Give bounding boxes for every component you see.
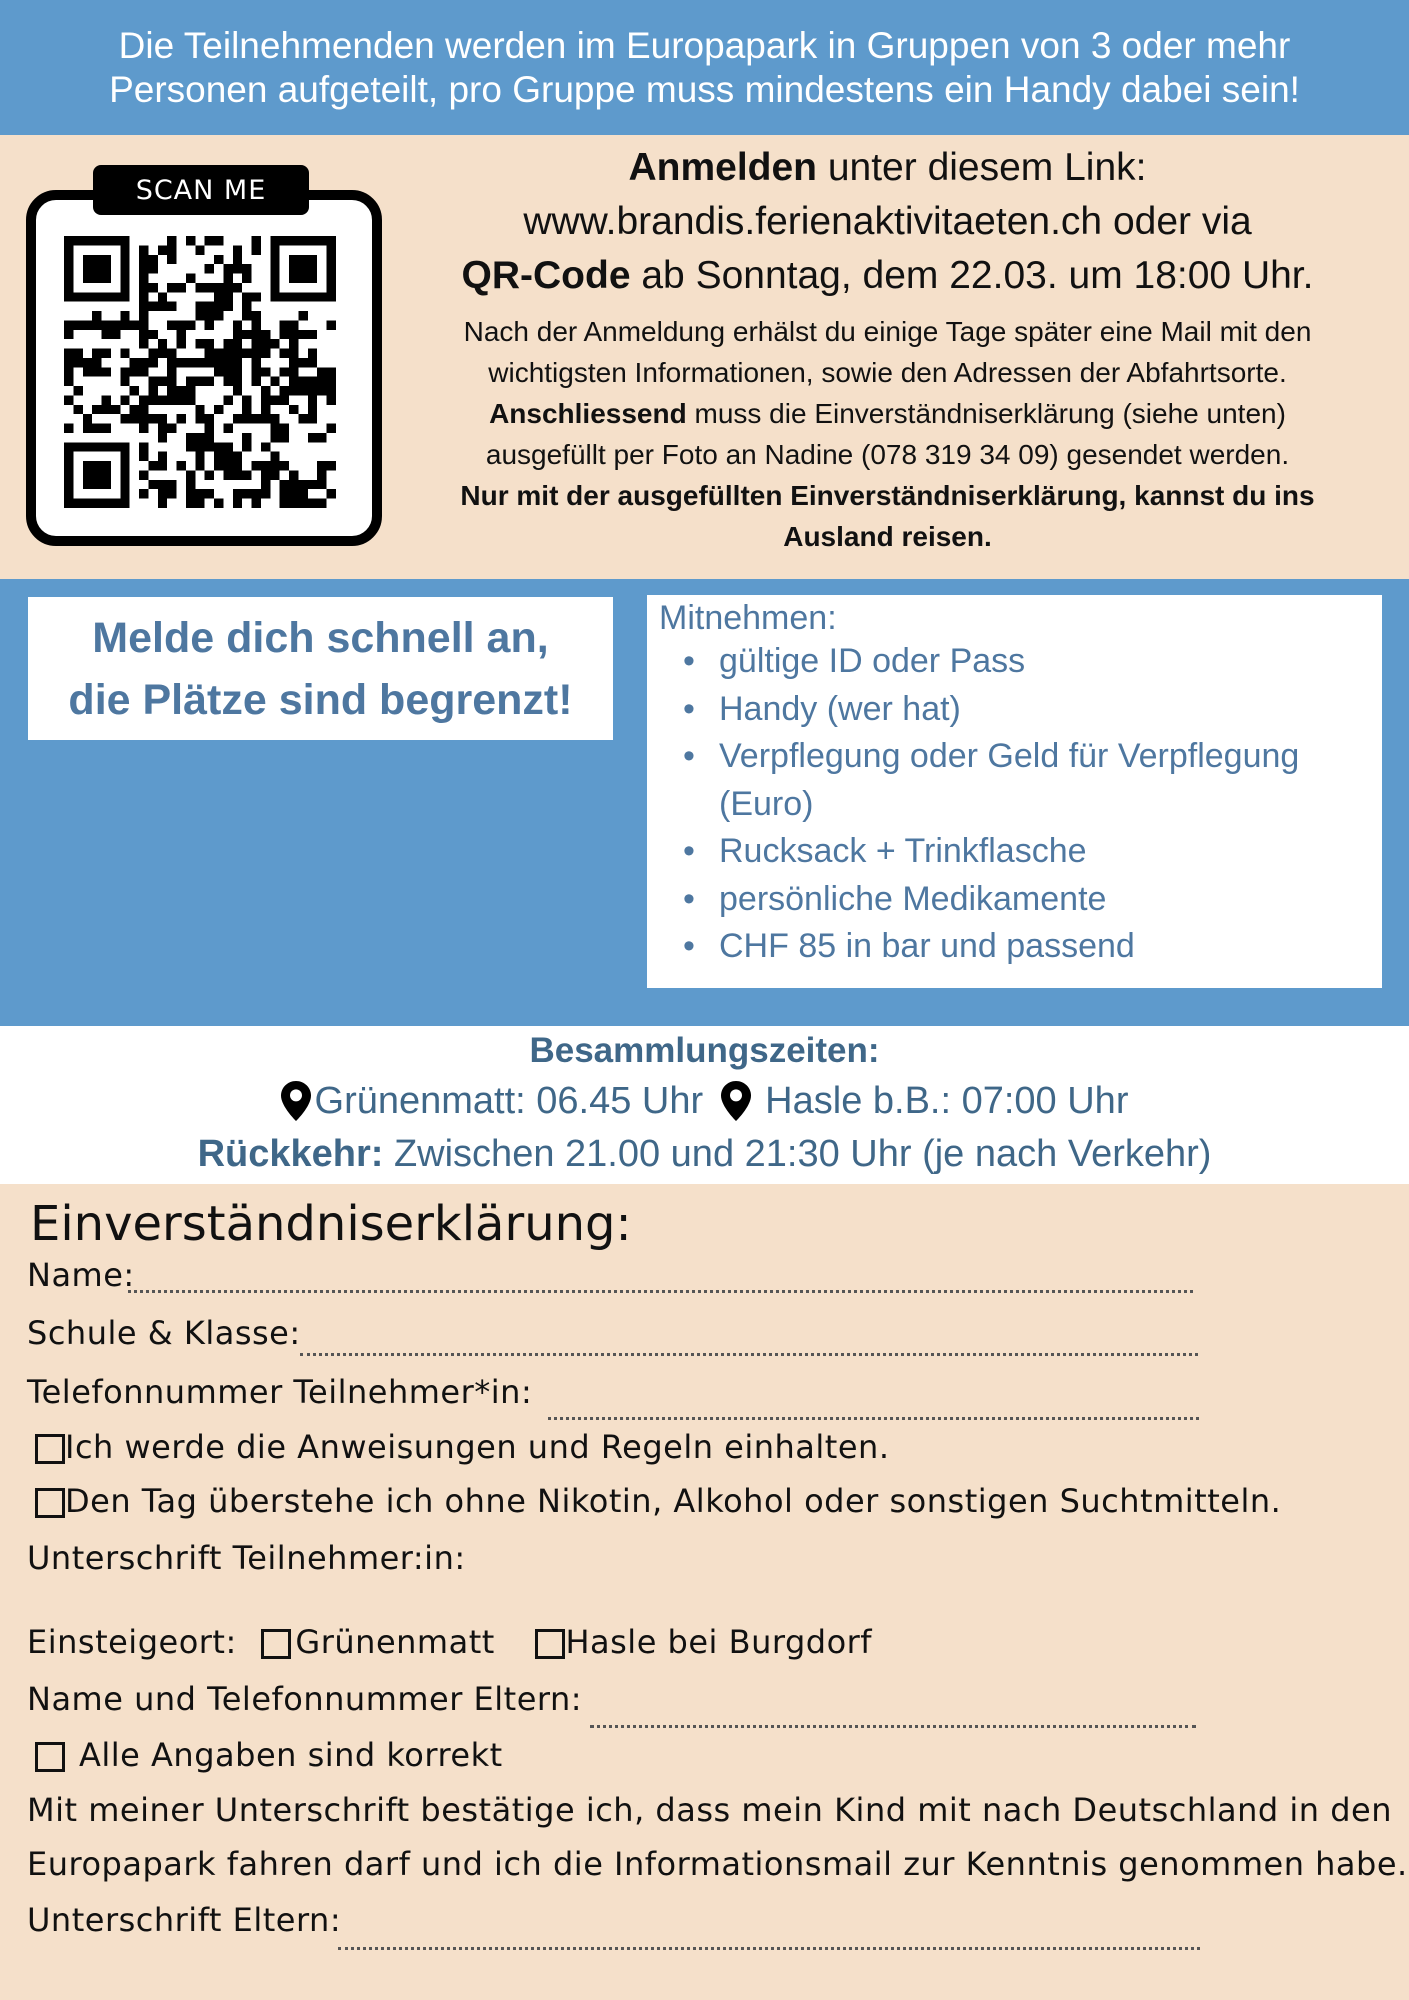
info-warning-1: Nur mit der ausgefüllten Einverständniserklärung, kannst du ins — [460, 480, 1315, 511]
parents-label: Name und Telefonnummer Eltern: — [27, 1680, 583, 1718]
banner-line-1: Die Teilnehmenden werden im Europapark in Gruppen von 3 oder mehr — [118, 24, 1291, 66]
qr-code-icon[interactable] — [64, 236, 336, 508]
bring-title: Mitnehmen: — [659, 599, 837, 637]
gathering-title: Besammlungszeiten: — [529, 1031, 880, 1070]
boarding-row — [27, 1622, 872, 1662]
name-field[interactable] — [128, 1290, 1193, 1293]
register-bold: Anmelden — [628, 146, 817, 189]
boarding-gruenenmatt-label: Grünenmatt — [295, 1623, 495, 1661]
rules-checkbox[interactable] — [35, 1434, 65, 1464]
hurry-line-2: die Plätze sind begrenzt! — [68, 675, 573, 724]
place-hasle: Hasle b.B.: 07:00 Uhr — [765, 1080, 1129, 1122]
correct-row — [35, 1735, 503, 1775]
parents-signature-label: Unterschrift Eltern: — [27, 1901, 342, 1939]
top-banner — [0, 0, 1409, 135]
info-line-2: wichtigsten Informationen, sowie den Adressen der Abfahrtsorte. — [488, 357, 1287, 388]
registration-link[interactable]: www.brandis.ferienaktivitaeten.ch oder via — [523, 200, 1252, 243]
registration-date: ab Sonntag, dem 22.03. um 18:00 Uhr. — [630, 254, 1314, 297]
participant-signature-label: Unterschrift Teilnehmer:in: — [27, 1539, 466, 1577]
hurry-box — [28, 597, 613, 740]
info-line-1: Nach der Anmeldung erhälst du einige Tage später eine Mail mit den — [463, 316, 1312, 347]
form-title: Einverständniserklärung: — [30, 1196, 632, 1252]
qr-label: SCAN ME — [93, 165, 309, 215]
rules-label: Ich werde die Anweisungen und Regeln einhalten. — [65, 1428, 890, 1466]
substances-label: Den Tag überstehe ich ohne Nikotin, Alkohol oder sonstigen Suchtmitteln. — [65, 1482, 1282, 1520]
hurry-line-1: Melde dich schnell an, — [92, 613, 549, 662]
consent-line-1: Mit meiner Unterschrift bestätige ich, dass mein Kind mit nach Deutschland in den — [27, 1791, 1393, 1829]
school-label: Schule & Klasse: — [27, 1314, 301, 1352]
register-text: unter diesem Link: — [817, 146, 1147, 189]
list-item: • gültige ID oder Pass — [719, 638, 1369, 686]
parents-field[interactable] — [590, 1725, 1196, 1728]
correct-checkbox[interactable] — [35, 1742, 65, 1772]
list-item: • CHF 85 in bar und passend — [719, 923, 1369, 971]
banner-line-2: Personen aufgeteilt, pro Gruppe muss mindestens ein Handy dabei sein! — [109, 68, 1300, 110]
registration-info — [380, 311, 1395, 557]
info-line-4: ausgefüllt per Foto an Nadine (078 319 34 09) gesendet werden. — [485, 439, 1290, 470]
location-pin-icon — [721, 1081, 751, 1121]
registration-text — [380, 141, 1395, 557]
substances-checkbox[interactable] — [35, 1488, 65, 1518]
place-gruenenmatt: Grünenmatt: 06.45 Uhr — [314, 1080, 704, 1122]
rules-row — [35, 1427, 889, 1467]
bring-box — [647, 595, 1382, 988]
phone-label: Telefonnummer Teilnehmer*in: — [27, 1373, 533, 1411]
boarding-hasle-label: Hasle bei Burgdorf — [565, 1623, 873, 1661]
return-text: Zwischen 21.00 und 21:30 Uhr (je nach Verkehr) — [383, 1133, 1212, 1175]
consent-form — [0, 1184, 1409, 2000]
list-item: • Verpflegung oder Geld für Verpflegung (Euro) — [719, 733, 1369, 828]
parents-signature-field[interactable] — [338, 1947, 1200, 1950]
substances-row — [35, 1481, 1281, 1521]
list-item: • persönliche Medikamente — [719, 876, 1369, 924]
qr-code-bold: QR-Code — [461, 254, 631, 297]
phone-field[interactable] — [548, 1417, 1199, 1420]
info-bold-afterwards: Anschliessend — [489, 398, 687, 429]
name-label: Name: — [27, 1256, 135, 1294]
info-warning-2: Ausland reisen. — [783, 521, 992, 552]
return-bold: Rückkehr: — [197, 1133, 384, 1175]
location-pin-icon — [281, 1081, 311, 1121]
consent-line-2: Europapark fahren darf und ich die Informationsmail zur Kenntnis genommen habe. — [27, 1845, 1408, 1883]
gathering-places — [0, 1075, 1409, 1127]
return-time — [0, 1128, 1409, 1180]
boarding-gruenenmatt-checkbox[interactable] — [261, 1629, 291, 1659]
info-line-3: muss die Einverständniserklärung (siehe unten) — [686, 398, 1286, 429]
correct-label: Alle Angaben sind korrekt — [79, 1736, 503, 1774]
list-item: • Rucksack + Trinkflasche — [719, 828, 1369, 876]
school-field[interactable] — [300, 1353, 1198, 1356]
gathering-section — [0, 1026, 1409, 1184]
bring-list — [647, 638, 1369, 971]
list-item: • Handy (wer hat) — [719, 686, 1369, 734]
boarding-label: Einsteigeort: — [27, 1623, 237, 1661]
registration-heading — [380, 141, 1395, 303]
boarding-hasle-checkbox[interactable] — [535, 1629, 565, 1659]
